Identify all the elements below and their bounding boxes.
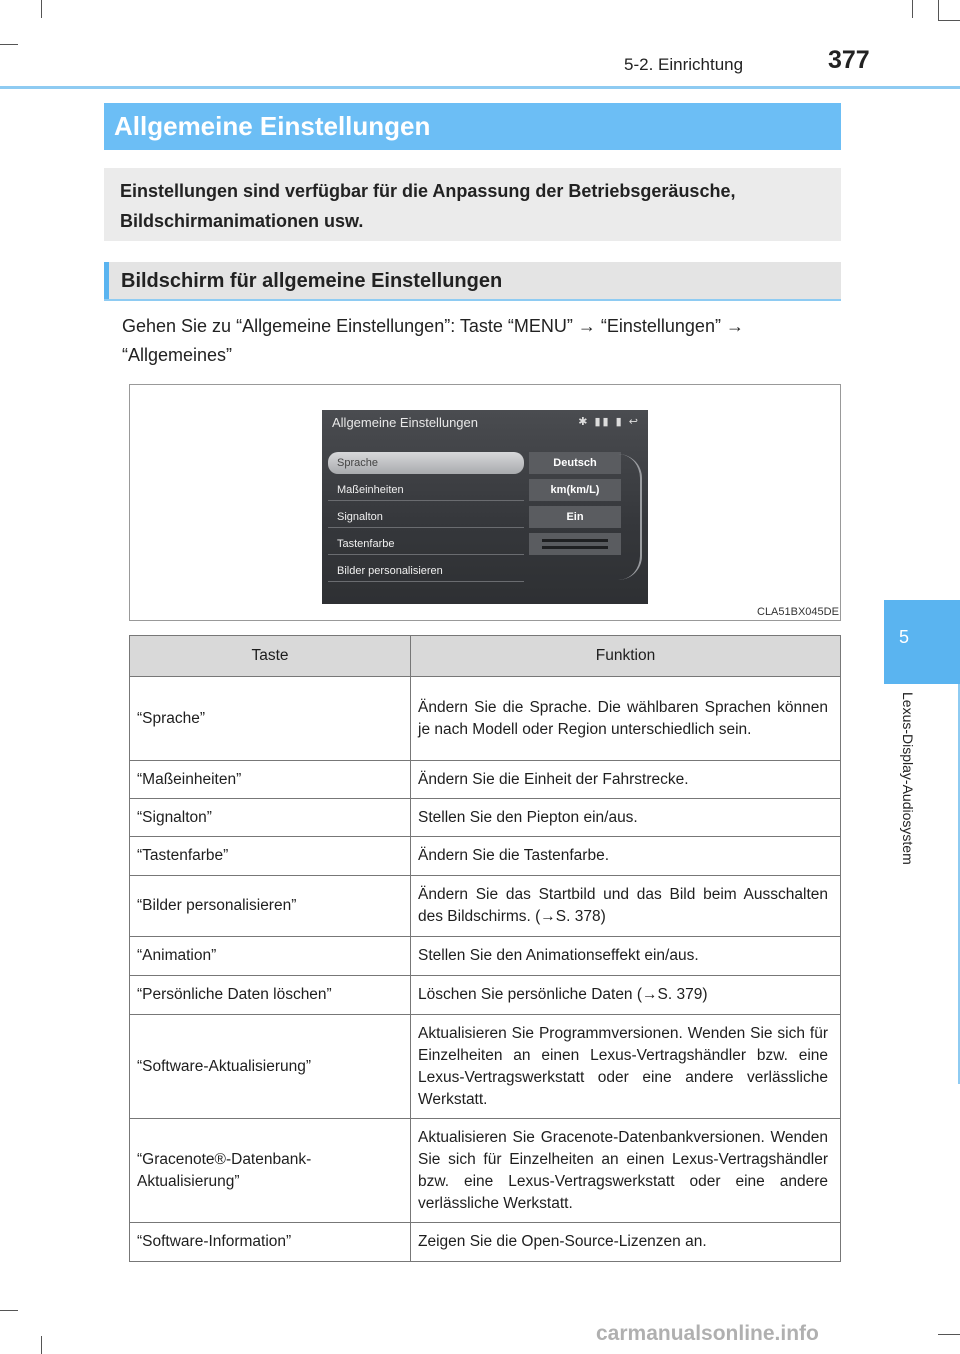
screen-value-signalton[interactable]: Ein xyxy=(529,506,621,528)
table-row xyxy=(130,937,841,976)
table-cell-value: Zeigen Sie die Open-Source-Lizenzen an. xyxy=(411,1223,841,1262)
chapter-side-tab-number: 5 xyxy=(898,627,909,647)
table-row xyxy=(130,976,841,1015)
intro-box: Einstellungen sind verfügbar für die Anpassung der Betriebsgeräusche, Bildschirmanimationen usw. xyxy=(104,168,841,241)
screen-row-tastenfarbe[interactable]: Tastenfarbe xyxy=(328,533,524,555)
table-cell-key: “Software-Information” xyxy=(130,1223,411,1262)
image-code: CLA51BX045DE xyxy=(757,606,839,618)
table-cell-key: “Bilder personalisieren” xyxy=(130,876,411,937)
crop-mark xyxy=(0,44,18,45)
subsection-title: Bildschirm für allgemeine Einstellungen xyxy=(121,270,503,292)
crop-mark xyxy=(41,0,42,18)
page-number: 377 xyxy=(828,46,870,74)
screen-value-masseinheiten[interactable]: km(km/L) xyxy=(529,479,621,501)
instruction-text: Gehen Sie zu “Allgemeine Einstellungen”: Taste “MENU” → “Einstellungen” → “Allgemeines” xyxy=(122,316,744,365)
chapter-side-label: Lexus-Display-Audiosystem xyxy=(900,692,916,865)
color-bar xyxy=(542,539,608,542)
color-bar xyxy=(542,546,608,549)
table-row xyxy=(130,1015,841,1119)
section-title: Allgemeine Einstellungen xyxy=(104,103,841,150)
chapter-label: 5-2. Einrichtung xyxy=(624,55,744,74)
table-cell-key: “Signalton” xyxy=(130,799,411,837)
crop-mark xyxy=(912,0,913,18)
table-row xyxy=(130,677,841,761)
screen-title: Allgemeine Einstellungen xyxy=(332,415,478,430)
table-cell-value: Ändern Sie die Tastenfarbe. xyxy=(411,837,841,876)
table-row xyxy=(130,761,841,799)
table-cell-value: Stellen Sie den Piepton ein/aus. xyxy=(411,799,841,837)
table-cell-value: Ändern Sie die Sprache. Die wählbaren Sprachen können je nach Modell oder Region unterschiedlich sein. xyxy=(411,677,841,761)
table-cell-key: “Gracenote®-Datenbank-Aktualisierung” xyxy=(130,1119,411,1223)
watermark: carmanualsonline.info xyxy=(596,1322,819,1345)
subsection-heading xyxy=(104,262,841,301)
table-cell-value: Aktualisieren Sie Gracenote-Datenbankversionen. Wenden Sie sich für Einzelheiten an einen Lexus-Vertragshändler bzw. eine Lexus-Vertragswerkstatt oder eine andere verlässliche Werkstatt. xyxy=(411,1119,841,1223)
crop-mark xyxy=(938,1334,960,1335)
table-cell-value: Aktualisieren Sie Programmversionen. Wenden Sie sich für Einzelheiten an einen Lexus-Vertragshändler bzw. eine Lexus-Vertragswerkstatt oder eine andere verlässliche Werkstatt. xyxy=(411,1015,841,1119)
table-cell-key: “Maßeinheiten” xyxy=(130,761,411,799)
crop-mark xyxy=(41,1336,42,1354)
table-cell-key: “Persönliche Daten löschen” xyxy=(130,976,411,1015)
table-cell-key: “Tastenfarbe” xyxy=(130,837,411,876)
screen-row-signalton[interactable]: Signalton xyxy=(328,506,524,528)
table-row xyxy=(130,799,841,837)
table-row xyxy=(130,1223,841,1262)
screen-row-sprache[interactable]: Sprache xyxy=(328,452,524,474)
table-row xyxy=(130,837,841,876)
table-cell-value: Ändern Sie das Startbild und das Bild beim Ausschalten des Bildschirms. (→S. 378) xyxy=(411,876,841,937)
table-cell-key: “Sprache” xyxy=(130,677,411,761)
chapter-side-tab xyxy=(884,600,960,684)
table-row xyxy=(130,876,841,937)
table-cell-key: “Software-Aktualisierung” xyxy=(130,1015,411,1119)
table-header-row xyxy=(130,636,841,677)
table-cell-value: Ändern Sie die Einheit der Fahrstrecke. xyxy=(411,761,841,799)
settings-screen xyxy=(322,410,648,604)
crop-mark xyxy=(938,20,960,21)
table-header: Taste xyxy=(130,636,411,677)
status-icons: ✱ ▮▮ ▮ ↩ xyxy=(578,416,640,428)
function-table xyxy=(129,635,841,1262)
table-cell-value: Löschen Sie persönliche Daten (→S. 379) xyxy=(411,976,841,1015)
table-cell-value: Stellen Sie den Animationseffekt ein/aus. xyxy=(411,937,841,976)
table-cell-key: “Animation” xyxy=(130,937,411,976)
header-rule xyxy=(0,86,960,89)
table-row xyxy=(130,1119,841,1223)
screen-row-bilder-personalisieren[interactable]: Bilder personalisieren xyxy=(328,560,524,582)
subsection-accent-bar xyxy=(104,262,109,299)
screen-row-masseinheiten[interactable]: Maßeinheiten xyxy=(328,479,524,501)
screen-value-tastenfarbe[interactable] xyxy=(529,533,621,555)
crop-mark xyxy=(938,0,939,20)
screen-value-sprache[interactable]: Deutsch xyxy=(529,452,621,474)
crop-mark xyxy=(0,1310,18,1311)
scrollbar[interactable] xyxy=(618,454,642,580)
table-header: Funktion xyxy=(411,636,841,677)
